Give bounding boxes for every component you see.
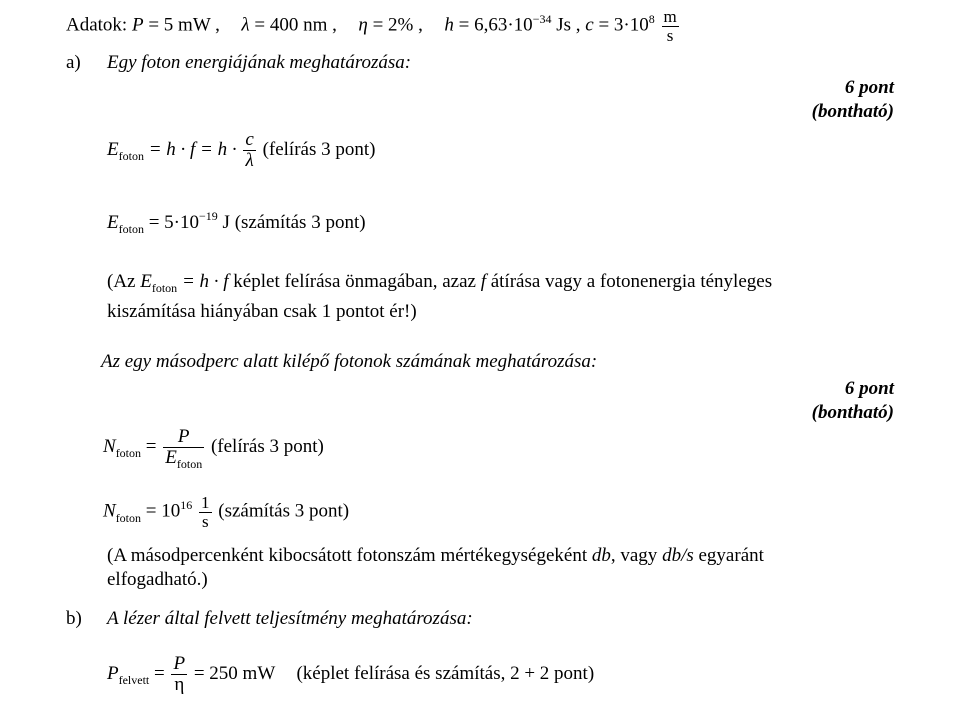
part-a-label: a) — [66, 52, 81, 73]
fraction-numerator: P — [173, 653, 186, 674]
note-text: (A másodpercenként kibocsátott fotonszám mértékegységeként — [107, 545, 588, 566]
formula-note: (felírás 3 pont) — [210, 435, 324, 457]
fraction-numerator: 1 — [201, 493, 210, 512]
result-exponent: 16 — [180, 497, 193, 512]
eta-value: = 2% , — [372, 14, 423, 36]
var-E: E — [140, 271, 152, 292]
result-value: = 10 — [145, 500, 181, 522]
subscript-felvett: felvett — [118, 672, 150, 687]
P-over-eta-fraction — [171, 654, 187, 695]
result-exponent: −19 — [199, 209, 218, 223]
var-N: N — [103, 500, 116, 522]
var-E: E — [107, 138, 119, 160]
fraction-denominator: λ — [245, 149, 254, 171]
fraction-denominator: η — [174, 673, 185, 695]
formula-note: (felírás 3 pont) — [262, 138, 376, 160]
h-unit: Js , — [556, 14, 581, 36]
note-text: , vagy — [610, 545, 658, 566]
photon-count-title: Az egy másodperc alatt kilépő fotonok számának meghatározása: — [101, 351, 598, 372]
note-text: (Az — [107, 271, 136, 292]
unit-note-line-1 — [107, 546, 764, 565]
c-unit-fraction — [662, 8, 679, 45]
var-P: P — [107, 662, 119, 684]
unit-note-line-2: elfogadható.) — [107, 569, 208, 590]
c-over-lambda-fraction — [243, 130, 255, 171]
part-a-points-note: (bontható) — [811, 101, 894, 122]
var-N: N — [103, 435, 116, 457]
var-h: h — [444, 14, 454, 36]
formula-note: (képlet felírása és számítás, 2 + 2 pont) — [296, 662, 595, 684]
result-value: = 250 mW — [193, 662, 275, 684]
var-E: E — [107, 212, 119, 233]
note-text: képlet felírása önmagában, azaz — [233, 271, 476, 292]
formula-middle: = h · f = h · — [148, 138, 237, 160]
fraction-numerator: P — [163, 427, 204, 448]
note-formula: = h · f — [181, 271, 229, 292]
var-E: E — [165, 446, 177, 468]
part-b-title: A lézer által felvett teljesítmény meghatározása: — [107, 608, 473, 629]
c-value: = 3·10 — [598, 14, 649, 36]
var-eta: η — [358, 14, 368, 36]
photon-energy-formula — [107, 130, 375, 171]
photon-energy-result — [107, 209, 366, 236]
subscript-foton: foton — [176, 456, 203, 471]
note-text: egyaránt — [698, 545, 764, 566]
fraction-numerator: c — [245, 129, 254, 150]
result-note: (számítás 3 pont) — [218, 500, 350, 522]
unit-db: db — [591, 545, 611, 566]
c-unit-denominator: s — [666, 25, 674, 45]
note-line-1 — [107, 271, 773, 295]
var-c: c — [585, 14, 594, 36]
input-power-formula — [107, 654, 594, 695]
c-exponent: 8 — [648, 11, 655, 26]
part-a-points: 6 pont — [844, 77, 894, 98]
h-exponent: −34 — [532, 11, 552, 26]
given-label: Adatok: — [66, 14, 128, 36]
result-value: = 5·10 — [148, 212, 199, 233]
per-second-fraction — [199, 494, 212, 531]
equals-sign: = — [145, 435, 157, 457]
given-data-line — [66, 8, 681, 45]
P-value: = 5 mW , — [148, 14, 220, 36]
fraction-denominator — [163, 446, 204, 471]
var-P: P — [131, 14, 144, 36]
photon-count-formula — [103, 426, 324, 471]
fraction-denominator: s — [201, 511, 209, 531]
result-note: (számítás 3 pont) — [234, 212, 366, 233]
subscript-foton: foton — [151, 281, 178, 295]
part-a-title: Egy foton energiájának meghatározása: — [107, 52, 412, 73]
note-line-2: kiszámítása hiányában csak 1 pontot ér!) — [107, 301, 417, 322]
var-lambda: λ — [241, 14, 250, 36]
P-over-E-fraction — [163, 426, 204, 471]
var-f: f — [480, 271, 486, 292]
photon-count-result — [103, 494, 349, 531]
photon-count-points: 6 pont — [844, 378, 894, 399]
note-text: átírása vagy a fotonenergia tényleges — [490, 271, 773, 292]
photon-count-points-note: (bontható) — [811, 402, 894, 423]
h-value: = 6,63·10 — [458, 14, 533, 36]
subscript-foton: foton — [115, 510, 142, 525]
unit-db-per-s: db/s — [662, 545, 694, 566]
subscript-foton: foton — [118, 222, 144, 236]
equals-sign: = — [154, 662, 165, 684]
lambda-value: = 400 nm , — [254, 14, 337, 36]
result-unit: J — [222, 212, 230, 233]
part-b-label: b) — [66, 608, 82, 629]
c-unit-numerator: m — [663, 7, 677, 26]
subscript-foton: foton — [118, 148, 144, 163]
subscript-foton: foton — [115, 445, 142, 460]
